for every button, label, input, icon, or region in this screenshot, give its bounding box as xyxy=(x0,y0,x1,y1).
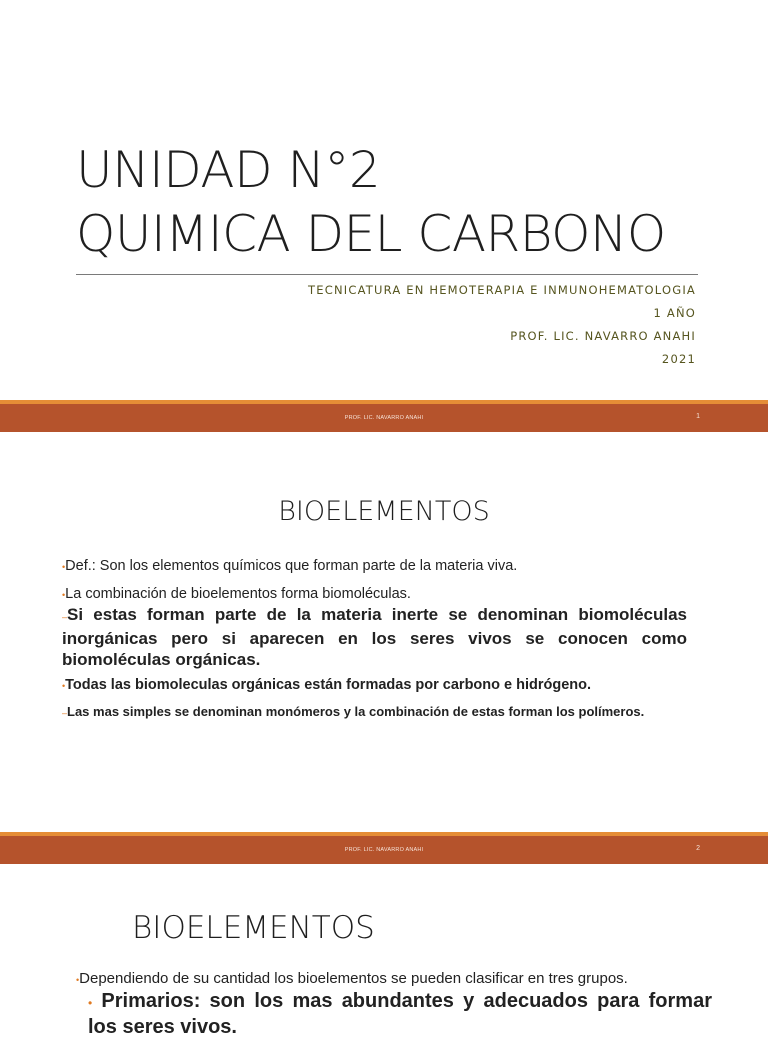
bullet-carbon-hydrogen: •Todas las biomoleculas orgánicas están formadas por carbono e hidrógeno. xyxy=(62,677,592,693)
bullet-primary: • Primarios: son los mas abundantes y adecuados para formar los seres vivos. xyxy=(88,990,712,1038)
bullet-dot-icon: • xyxy=(62,681,66,691)
slide-title: BIOELEMENTOS xyxy=(278,496,490,527)
bullet-dot-icon: • xyxy=(62,562,66,572)
footer-accent-line xyxy=(0,832,768,836)
footer-text: PROF. LIC. NAVARRO ANAHI xyxy=(344,415,424,421)
title-divider xyxy=(76,274,698,275)
bullet-dot-icon: • xyxy=(62,590,66,600)
bullet-dash-icon: – xyxy=(62,708,68,718)
subtitle-professor: PROF. LIC. NAVARRO ANAHI xyxy=(510,329,696,343)
bullet-combination: •La combinación de bioelementos forma biomoléculas. xyxy=(62,586,411,602)
bullet-classification: •Dependiendo de su cantidad los bioelementos se pueden clasificar en tres grupos. xyxy=(76,970,628,987)
title xyxy=(76,138,666,266)
title-line-1: UNIDAD N°2 xyxy=(76,141,381,199)
bullet-inorganic-organic: –Si estas forman parte de la materia inerte se denominan biomoléculas inorgánicas pero si aparecen en los seres vivos se conocen como biomoléculas orgánicas. xyxy=(62,605,687,669)
title-line-2: QUIMICA DEL CARBONO xyxy=(76,205,666,263)
subtitle-date: 2021 xyxy=(661,352,696,366)
bullet-monomers-polymers: –Las mas simples se denominan monómeros y la combinación de estas forman los polímeros. xyxy=(62,704,645,719)
subtitle-year: 1 AÑO xyxy=(653,306,696,320)
subtitle xyxy=(308,279,696,371)
page-number: 2 xyxy=(696,845,700,852)
footer-accent-line xyxy=(0,400,768,404)
slide-title: BIOELEMENTOS xyxy=(132,910,375,946)
page-number: 1 xyxy=(696,413,700,420)
bullet-dash-icon: – xyxy=(62,612,68,622)
bullet-definition: •Def.: Son los elementos químicos que forman parte de la materia viva. xyxy=(62,558,518,574)
subtitle-program: TECNICATURA EN HEMOTERAPIA E INMUNOHEMATOLOGIA xyxy=(308,283,696,297)
slide-footer xyxy=(0,832,768,864)
slide-3 xyxy=(0,864,768,1038)
footer-text: PROF. LIC. NAVARRO ANAHI xyxy=(344,847,424,853)
slide-2 xyxy=(0,432,768,864)
slide-1 xyxy=(0,0,768,432)
bullet-dot-icon: • xyxy=(76,975,80,985)
slide-footer xyxy=(0,400,768,432)
bullet-dot-icon: • xyxy=(88,996,93,1010)
